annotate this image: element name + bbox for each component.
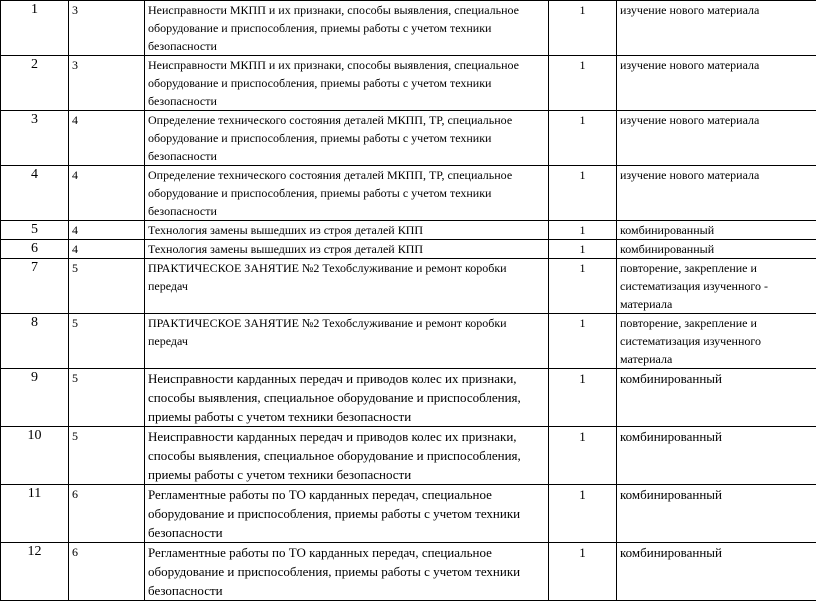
table-row (1, 427, 816, 485)
lesson-count: 1 (549, 240, 617, 259)
table-row (1, 543, 816, 601)
lesson-hours: 4 (69, 221, 145, 240)
lesson-hours: 3 (69, 56, 145, 111)
lesson-topic: Регламентные работы по ТО карданных передач, специальное оборудование и приспособления, приемы работы с учетом техники безопасности (145, 543, 549, 601)
lesson-topic: Неисправности карданных передач и приводов колес их признаки, способы выявления, специальное оборудование и приспособления, приемы работы с учетом техники безопасности (145, 369, 549, 427)
lesson-number: 4 (1, 166, 69, 221)
lesson-number: 6 (1, 240, 69, 259)
lesson-hours: 5 (69, 314, 145, 369)
lesson-type: комбинированный (617, 240, 816, 259)
lesson-count: 1 (549, 314, 617, 369)
lesson-type: изучение нового материала (617, 1, 816, 56)
lesson-topic: Технология замены вышедших из строя деталей КПП (145, 240, 549, 259)
lesson-count: 1 (549, 221, 617, 240)
lesson-type: комбинированный (617, 543, 816, 601)
table-row (1, 56, 816, 111)
lesson-topic: Неисправности МКПП и их признаки, способы выявления, специальное оборудование и приспособления, приемы работы с учетом техники безопасности (145, 1, 549, 56)
table-row (1, 485, 816, 543)
lesson-hours: 5 (69, 369, 145, 427)
table-row (1, 369, 816, 427)
lesson-type: комбинированный (617, 221, 816, 240)
lesson-hours: 4 (69, 166, 145, 221)
lesson-type: комбинированный (617, 369, 816, 427)
table-row (1, 111, 816, 166)
lesson-count: 1 (549, 259, 617, 314)
table-row (1, 221, 816, 240)
lesson-count: 1 (549, 166, 617, 221)
lesson-number: 5 (1, 221, 69, 240)
table-row (1, 166, 816, 221)
lesson-count: 1 (549, 111, 617, 166)
lesson-topic: ПРАКТИЧЕСКОЕ ЗАНЯТИЕ №2 Техобслуживание и ремонт коробки передач (145, 259, 549, 314)
lesson-count: 1 (549, 485, 617, 543)
lesson-type: комбинированный (617, 427, 816, 485)
lesson-hours: 4 (69, 111, 145, 166)
lesson-type: изучение нового материала (617, 111, 816, 166)
lesson-count: 1 (549, 56, 617, 111)
lesson-number: 1 (1, 1, 69, 56)
lesson-number: 2 (1, 56, 69, 111)
lesson-topic: Определение технического состояния деталей МКПП, ТР, специальное оборудование и приспособления, приемы работы с учетом техники безопасности (145, 111, 549, 166)
lesson-topic: ПРАКТИЧЕСКОЕ ЗАНЯТИЕ №2 Техобслуживание и ремонт коробки передач (145, 314, 549, 369)
lesson-number: 10 (1, 427, 69, 485)
lesson-type: повторение, закрепление и систематизация изученного - материала (617, 259, 816, 314)
lesson-number: 7 (1, 259, 69, 314)
lesson-topic: Технология замены вышедших из строя деталей КПП (145, 221, 549, 240)
table-row (1, 314, 816, 369)
table-row (1, 1, 816, 56)
lesson-type: изучение нового материала (617, 56, 816, 111)
lesson-type: изучение нового материала (617, 166, 816, 221)
lesson-topic: Определение технического состояния деталей МКПП, ТР, специальное оборудование и приспособления, приемы работы с учетом техники безопасности (145, 166, 549, 221)
table-row (1, 259, 816, 314)
lesson-type: комбинированный (617, 485, 816, 543)
lesson-type: повторение, закрепление и систематизация изученного материала (617, 314, 816, 369)
lesson-hours: 3 (69, 1, 145, 56)
lesson-hours: 5 (69, 259, 145, 314)
lesson-number: 3 (1, 111, 69, 166)
lesson-count: 1 (549, 369, 617, 427)
lesson-topic: Регламентные работы по ТО карданных передач, специальное оборудование и приспособления, приемы работы с учетом техники безопасности (145, 485, 549, 543)
lesson-number: 9 (1, 369, 69, 427)
lesson-number: 8 (1, 314, 69, 369)
lesson-count: 1 (549, 543, 617, 601)
table-row (1, 240, 816, 259)
lesson-hours: 4 (69, 240, 145, 259)
lesson-hours: 5 (69, 427, 145, 485)
lesson-count: 1 (549, 1, 617, 56)
lesson-topic: Неисправности МКПП и их признаки, способы выявления, специальное оборудование и приспособления, приемы работы с учетом техники безопасности (145, 56, 549, 111)
lesson-number: 11 (1, 485, 69, 543)
lesson-hours: 6 (69, 485, 145, 543)
lesson-topic: Неисправности карданных передач и приводов колес их признаки, способы выявления, специальное оборудование и приспособления, приемы работы с учетом техники безопасности (145, 427, 549, 485)
lesson-hours: 6 (69, 543, 145, 601)
lesson-number: 12 (1, 543, 69, 601)
lesson-count: 1 (549, 427, 617, 485)
